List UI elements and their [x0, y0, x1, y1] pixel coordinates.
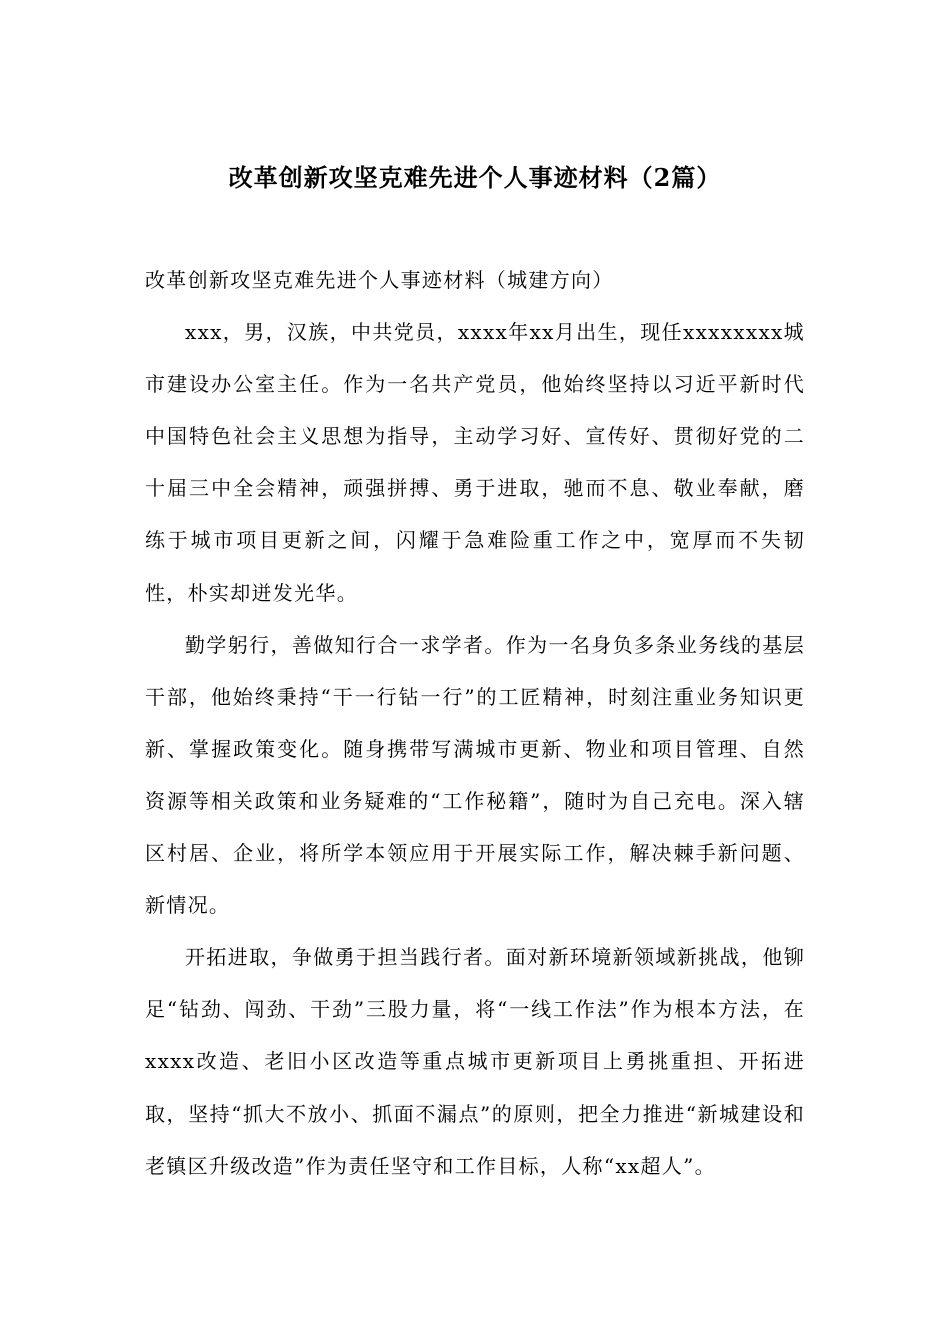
paragraph-intro: xxx，男，汉族，中共党员，xxxx年xx月出生，现任xxxxxxxx城市建设办公室主任。作为一名共产党员，他始终坚持以习近平新时代中国特色社会主义思想为指导，主动学习好、宣传好、贯彻好党的二十届三中全会精神，顽强拼搏、勇于进取，驰而不息、敬业奉献，磨练于城市项目更新之间，闪耀于急难险重工作之中，宽厚而不失韧性，朴实却迸发光华。	[145, 320, 805, 605]
paragraph-study: 勤学躬行，善做知行合一求学者。作为一名身负多条业务线的基层干部，他始终秉持“干一行钻一行”的工匠精神，时刻注重业务知识更新、掌握政策变化。随身携带写满城市更新、物业和项目管理、自然资源等相关政策和业务疑难的“工作秘籍”，随时为自己充电。深入辖区村居、企业，将所学本领应用于开展实际工作，解决棘手新问题、新情况。	[145, 632, 805, 918]
document-body	[145, 254, 805, 1192]
section-subtitle: 改革创新攻坚克难先进个人事迹材料（城建方向）	[145, 268, 614, 292]
paragraph-pioneer: 开拓进取，争做勇于担当践行者。面对新环境新领域新挑战，他铆足“钻劲、闯劲、干劲”三股力量，将“一线工作法”作为根本方法，在xxxx改造、老旧小区改造等重点城市更新项目上勇挑重担、开拓进取，坚持“抓大不放小、抓面不漏点”的原则，把全力推进“新城建设和老镇区升级改造”作为责任坚守和工作目标，人称“xx超人”。	[145, 945, 805, 1178]
document-title: 改革创新攻坚克难先进个人事迹材料（2篇）	[228, 163, 722, 192]
